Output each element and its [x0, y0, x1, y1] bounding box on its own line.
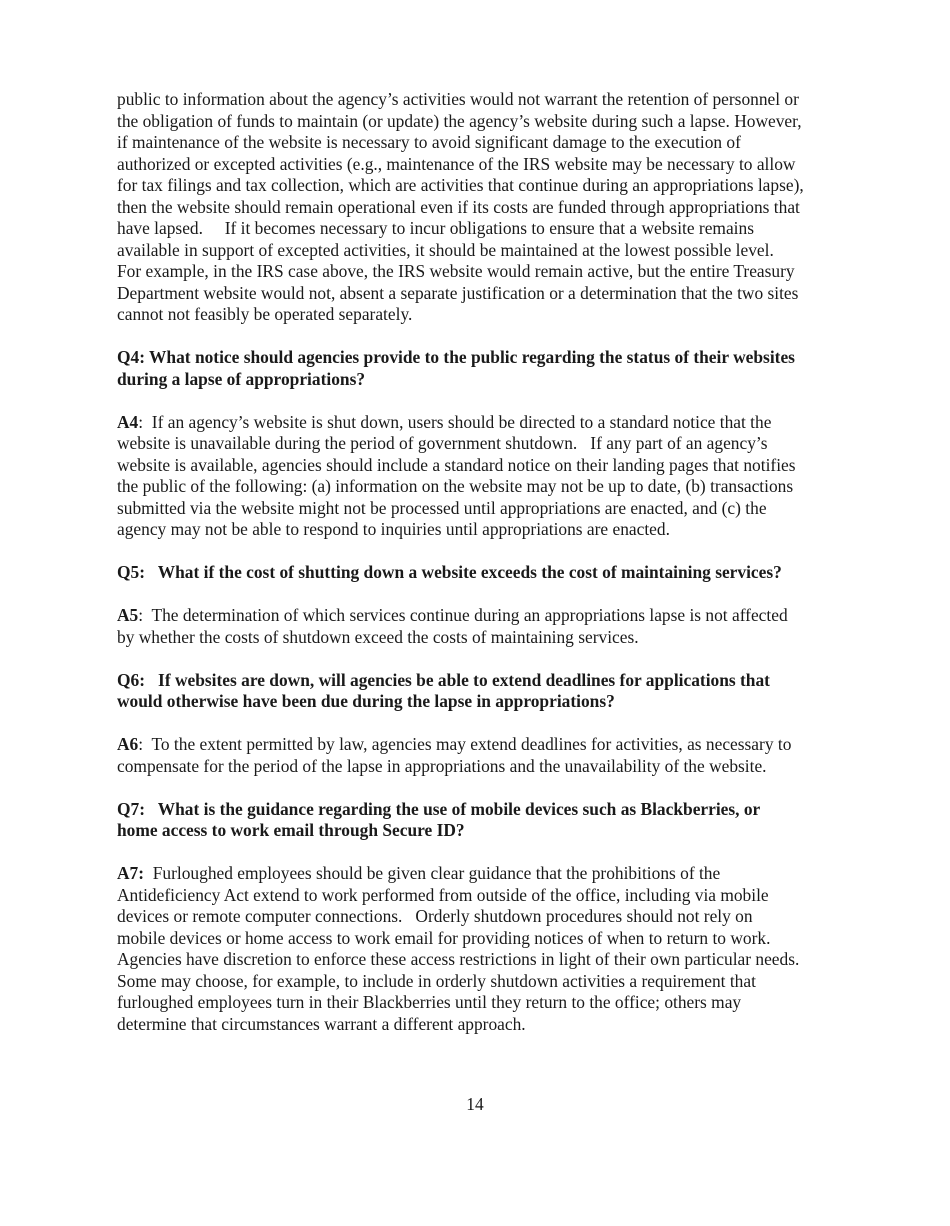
- answer-label: A4: [117, 411, 139, 432]
- answer-paragraph: [117, 605, 847, 648]
- line-text: Q5: What if the cost of shutting down a website exceeds the cost of maintaining services?: [117, 562, 782, 582]
- line-text: compensate for the period of the lapse in appropriations and the unavailability of the website.: [117, 755, 767, 776]
- text-line: [117, 261, 847, 283]
- line-text: Q6: If websites are down, will agencies be able to extend deadlines for applications that: [117, 669, 770, 690]
- text-line: [117, 627, 847, 649]
- page-number: 14: [466, 1094, 484, 1114]
- line-text: website is available, agencies should include a standard notice on their landing pages that notifies: [117, 454, 796, 475]
- line-text: the obligation of funds to maintain (or update) the agency’s website during such a lapse. However,: [117, 110, 802, 131]
- line-text: Some may choose, for example, to include in orderly shutdown activities a requirement that: [117, 970, 756, 991]
- text-line: [117, 756, 847, 778]
- line-text: Department website would not, absent a separate justification or a determination that the two sites: [117, 282, 799, 303]
- answer-label: A5: [117, 605, 139, 625]
- line-text: cannot not feasibly be operated separately.: [117, 304, 413, 324]
- text-line: [117, 89, 847, 111]
- text-line: [117, 928, 847, 950]
- text-line: [117, 347, 847, 369]
- answer-paragraph: [117, 863, 847, 1035]
- text-line: [117, 971, 847, 993]
- answer-paragraph: [117, 412, 847, 541]
- text-line: [117, 369, 847, 391]
- question-heading: [117, 562, 847, 584]
- text-line: [117, 605, 847, 627]
- question-heading: [117, 799, 847, 842]
- line-text: during a lapse of appropriations?: [117, 368, 366, 389]
- line-text: available in support of excepted activities, it should be maintained at the lowest possible level.: [117, 239, 774, 260]
- line-text: Q7: What is the guidance regarding the use of mobile devices such as Blackberries, or: [117, 798, 761, 819]
- text-line: [117, 949, 847, 971]
- line-text: For example, in the IRS case above, the IRS website would remain active, but the entire Treasury: [117, 261, 795, 281]
- text-line: [117, 992, 847, 1014]
- line-text: Agencies have discretion to enforce these access restrictions in light of their own particular needs.: [117, 949, 800, 969]
- text-line: [117, 175, 847, 197]
- text-line: [117, 283, 847, 305]
- text-line: [117, 476, 847, 498]
- text-line: [117, 906, 847, 928]
- text-line: [117, 197, 847, 219]
- answer-label: A6: [117, 734, 139, 754]
- question-heading: [117, 670, 847, 713]
- text-line: [117, 885, 847, 907]
- text-line: [117, 799, 847, 821]
- text-line: [117, 734, 847, 756]
- text-line: [117, 820, 847, 842]
- line-text: for tax filings and tax collection, which are activities that continue during an appropriations lapse),: [117, 175, 804, 195]
- text-line: [117, 670, 847, 692]
- line-text: the public of the following: (a) information on the website may not be up to date, (b) transactions: [117, 476, 794, 496]
- paragraph: [117, 89, 847, 326]
- answer-label: A7:: [117, 863, 145, 883]
- line-text: have lapsed. If it becomes necessary to incur obligations to ensure that a website remains: [117, 218, 754, 238]
- question-heading: [117, 347, 847, 390]
- line-text: if maintenance of the website is necessary to avoid significant damage to the execution of: [117, 132, 741, 152]
- text-line: [117, 132, 847, 154]
- line-text: home access to work email through Secure ID?: [117, 820, 465, 840]
- line-text: public to information about the agency’s activities would not warrant the retention of personnel or: [117, 89, 799, 109]
- line-text: submitted via the website might not be processed until appropriations are enacted, and (c) the: [117, 497, 767, 518]
- text-line: [117, 1014, 847, 1036]
- line-text: agency may not be able to respond to inquiries until appropriations are enacted.: [117, 519, 670, 539]
- text-line: [117, 691, 847, 713]
- text-line: [117, 154, 847, 176]
- line-text: would otherwise have been due during the lapse in appropriations?: [117, 691, 615, 711]
- text-line: [117, 433, 847, 455]
- line-text: then the website should remain operational even if its costs are funded through appropriations that: [117, 196, 800, 217]
- text-line: [117, 304, 847, 326]
- line-text: website is unavailable during the period of government shutdown. If any part of an agency’s: [117, 433, 768, 453]
- text-line: [117, 218, 847, 240]
- text-line: [117, 562, 847, 584]
- line-text: mobile devices or home access to work email for providing notices of when to return to work.: [117, 927, 771, 948]
- line-text: : If an agency’s website is shut down, users should be directed to a standard notice that the: [138, 411, 772, 432]
- line-text: authorized or excepted activities (e.g., maintenance of the IRS website may be necessary to allow: [117, 153, 796, 174]
- line-text: Q4: What notice should agencies provide to the public regarding the status of their websites: [117, 347, 795, 367]
- text-line: [117, 412, 847, 434]
- text-line: [117, 240, 847, 262]
- line-text: : To the extent permitted by law, agencies may extend deadlines for activities, as necessary to: [138, 734, 792, 754]
- line-text: by whether the costs of shutdown exceed the costs of maintaining services.: [117, 626, 639, 647]
- document-body: [117, 89, 847, 1057]
- text-line: [117, 519, 847, 541]
- line-text: Antideficiency Act extend to work performed from outside of the office, including via mobile: [117, 884, 769, 905]
- text-line: [117, 498, 847, 520]
- answer-paragraph: [117, 734, 847, 777]
- line-text: : The determination of which services continue during an appropriations lapse is not affected: [138, 605, 788, 625]
- line-text: Furloughed employees should be given clear guidance that the prohibitions of the: [144, 863, 721, 883]
- text-line: [117, 455, 847, 477]
- line-text: furloughed employees turn in their Blackberries until they return to the office; others may: [117, 992, 742, 1012]
- text-line: [117, 111, 847, 133]
- line-text: determine that circumstances warrant a different approach.: [117, 1013, 526, 1034]
- text-line: [117, 863, 847, 885]
- line-text: devices or remote computer connections. Orderly shutdown procedures should not rely on: [117, 906, 753, 926]
